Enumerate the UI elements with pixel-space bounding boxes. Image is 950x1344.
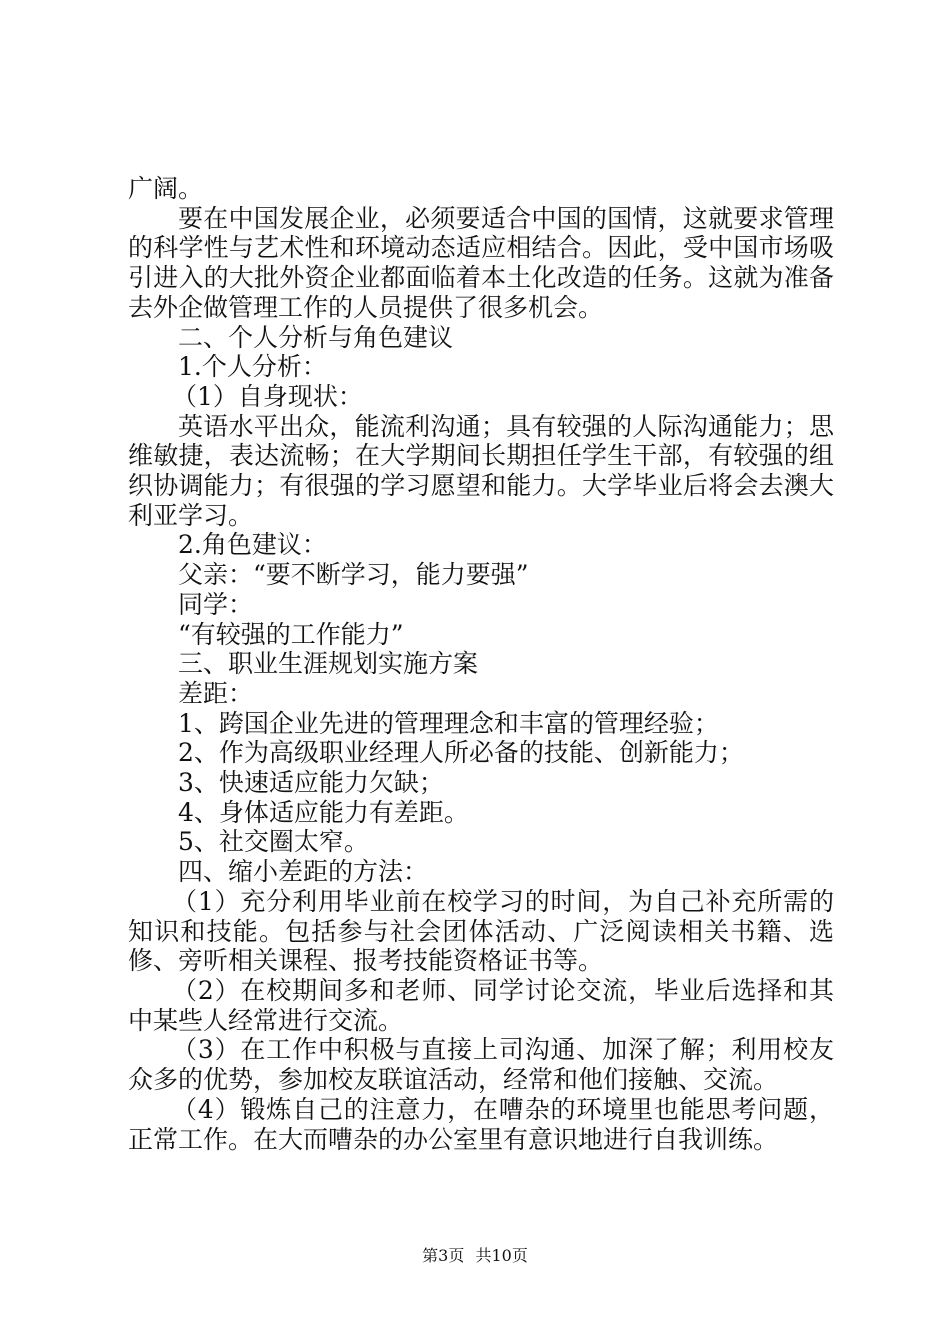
- paragraph: 广阔。: [128, 174, 204, 203]
- paragraph: 英语水平出众，能流利沟通；具有较强的人际沟通能力；思维敏捷，表达流畅；在大学期间长期担任学生干部，有较强的组织协调能力；有很强的学习愿望和能力。大学毕业后将会去澳大利亚学习。: [128, 411, 834, 530]
- paragraph: （4）锻炼自己的注意力，在嘈杂的环境里也能思考问题，正常工作。在大而嘈杂的办公室里有意识地进行自我训练。: [128, 1094, 834, 1154]
- list-item: 3、快速适应能力欠缺；: [178, 768, 444, 798]
- paragraph: （2）在校期间多和老师、同学讨论交流，毕业后选择和其中某些人经常进行交流。: [128, 975, 834, 1035]
- paragraph: “有较强的工作能力”: [178, 619, 404, 649]
- paragraph: 要在中国发展企业，必须要适合中国的国情，这就要求管理的科学性与艺术性和环境动态适应相结合。因此，受中国市场吸引进入的大批外资企业都面临着本土化改造的任务。这就为准备去外企做管理工作的人员提供了很多机会。: [128, 203, 834, 322]
- section-heading: 三、职业生涯规划实施方案: [178, 649, 479, 679]
- subsection-heading: 1.个人分析：: [178, 352, 327, 382]
- subsection-heading: （1）自身现状：: [172, 381, 363, 411]
- section-heading: 二、个人分析与角色建议: [178, 322, 454, 352]
- paragraph: 同学：: [178, 589, 254, 619]
- list-item: 5、社交圈太窄。: [178, 827, 369, 857]
- list-item: 1、跨国企业先进的管理理念和丰富的管理经验；: [178, 708, 719, 738]
- page-number: 第3页: [422, 1246, 465, 1265]
- subsection-heading: 2.角色建议：: [178, 530, 327, 560]
- list-item: 2、作为高级职业经理人所必备的技能、创新能力；: [178, 738, 744, 768]
- paragraph: （3）在工作中积极与直接上司沟通、加深了解；利用校友众多的优势，参加校友联谊活动，经常和他们接触、交流。: [128, 1035, 834, 1095]
- document-body: [128, 174, 834, 1154]
- paragraph: 父亲：“要不断学习，能力要强”: [178, 560, 529, 590]
- section-heading: 四、缩小差距的方法：: [178, 857, 429, 887]
- page-footer: [0, 1243, 950, 1266]
- paragraph: 差距：: [178, 678, 254, 708]
- page-total: 共10页: [475, 1246, 528, 1265]
- list-item: 4、身体适应能力有差距。: [178, 797, 469, 827]
- paragraph: （1）充分利用毕业前在校学习的时间，为自己补充所需的知识和技能。包括参与社会团体活动、广泛阅读相关书籍、选修、旁听相关课程、报考技能资格证书等。: [128, 886, 834, 976]
